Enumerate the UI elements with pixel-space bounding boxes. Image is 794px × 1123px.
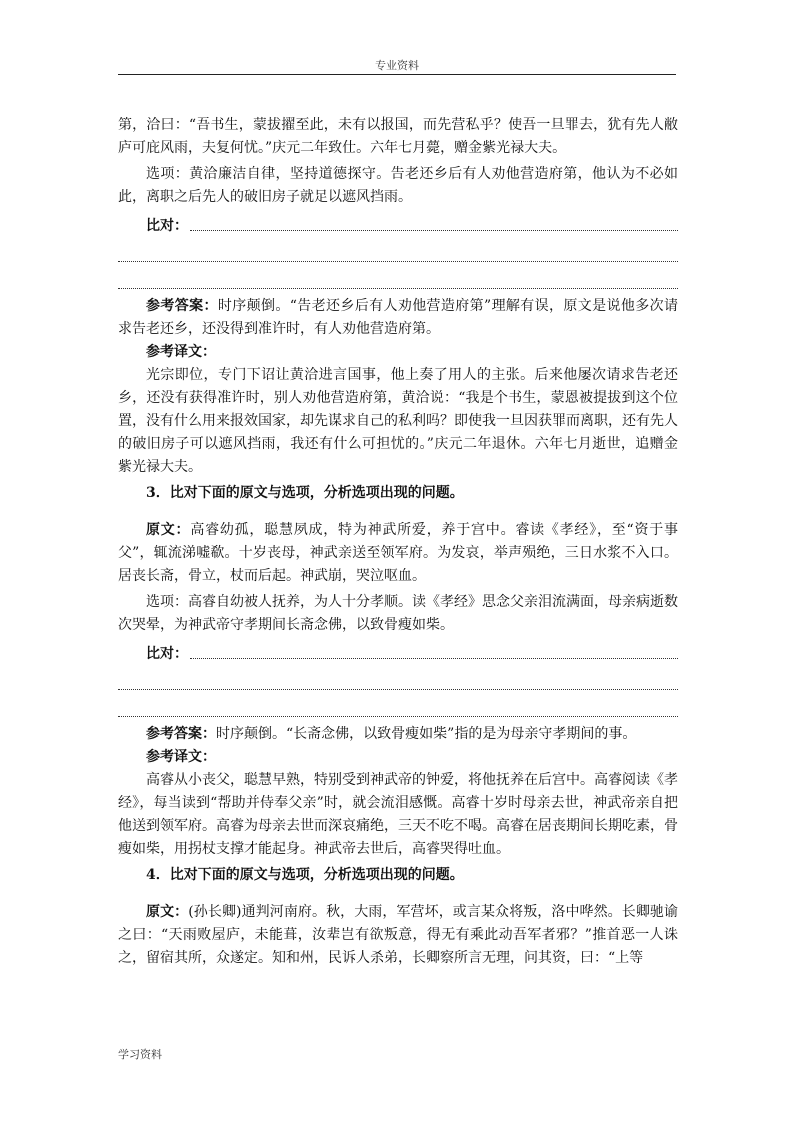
answer-label: 参考答案： <box>146 726 216 742</box>
answer-text: 时序颠倒。“长斋念佛，以致骨瘦如柴”指的是为母亲守孝期间的事。 <box>216 726 637 742</box>
block1-answer <box>118 295 678 341</box>
answer-text: 时序颠倒。“告老还乡后有人劝他营造府第”理解有误，原文是说他多次请求告老还乡，还没得到准许时，有人劝他营造府第。 <box>118 298 678 337</box>
question-3-title: 3．比对下面的原文与选项，分析选项出现的问题。 <box>146 485 464 501</box>
page-footer: 学习资料 <box>118 1048 162 1061</box>
original-text: (孙长卿)通判河南府。秋，大雨，军营坏，或言某众将叛，洛中哗然。长卿驰谕之曰：“天雨败屋庐，未能葺，汝辈岂有欲叛意，得无有乘此动吾军者邪？”推首恶一人诛之，留宿其所，众遂定。知和州，民诉人杀弟，长卿察所言无理，问其资，曰：“上等 <box>118 904 679 966</box>
original-text: 高睿幼孤，聪慧夙成，特为神武所爱，养于宫中。睿读《孝经》，至“资于事父”，辄流涕嘘欷。十岁丧母，神武亲送至领军府。为发哀，举声殒绝，三日水浆不入口。居丧长斋，骨立，杖而后起。神武崩，哭泣呕血。 <box>118 522 679 584</box>
block1-translation: 光宗即位，专门下诏让黄洽进言国事，他上奏了用人的主张。后来他屡次请求告老还乡，还没有获得准许时，别人劝他营造府第，黄洽说：“我是个书生，蒙恩被提拔到这个位置，没有什么用来报效国家，却先谋求自己的私利吗？即使我一旦因获罪而离职，还有先人的破旧房子可以遮风挡雨，我还有什么可担忧的。”庆元二年退休。六年七月逝世，追赠金紫光禄大夫。 <box>118 367 678 475</box>
answer-blank[interactable] <box>190 657 678 659</box>
option-label: 选项： <box>146 594 188 610</box>
document-body <box>118 114 678 970</box>
block3-answer <box>118 723 678 746</box>
original-label: 原文： <box>146 904 189 920</box>
page-header: 专业资料 <box>375 59 419 72</box>
header-rule <box>118 74 676 75</box>
block1-compare-line[interactable] <box>118 209 678 235</box>
option-text: 黄洽廉洁自律，坚持道德探守。告老还乡后有人劝他营造府第，他认为不必如此，离职之后先人的破旧房子就足以遮风挡雨。 <box>118 166 679 205</box>
original-label: 原文： <box>146 522 191 538</box>
block1-original-continued: 第，洽曰：“吾书生，蒙拔擢至此，未有以报国，而先营私乎？使吾一旦罪去，犹有先人敝庐可庇风雨，夫复何忧。”庆元二年致仕。六年七月薨，赠金紫光禄大夫。 <box>118 117 678 156</box>
compare-label: 比对： <box>146 218 188 234</box>
block3-option <box>118 591 678 637</box>
answer-blank-line[interactable] <box>118 235 678 262</box>
question-4-title: 4．比对下面的原文与选项，分析选项出现的问题。 <box>146 867 464 883</box>
answer-blank-line[interactable] <box>118 690 678 717</box>
answer-label: 参考答案： <box>146 298 218 314</box>
block3-original <box>118 519 678 588</box>
answer-blank-line[interactable] <box>118 262 678 289</box>
block3-translation-label: 参考译文： <box>146 749 216 765</box>
answer-blank[interactable] <box>190 229 678 231</box>
block3-compare-line[interactable] <box>118 637 678 663</box>
answer-blank-line[interactable] <box>118 663 678 690</box>
block3-translation: 高睿从小丧父，聪慧早熟，特别受到神武帝的钟爱，将他抚养在后宫中。高睿阅读《孝经》，每当读到“帮助并侍奉父亲”时，就会流泪感慨。高睿十岁时母亲去世，神武帝亲自把他送到领军府。高睿为母亲去世而深哀痛绝，三天不吃不喝。高睿在居丧期间长期吃素，骨瘦如柴，用拐杖支撑才能起身。神武帝去世后，高睿哭得吐血。 <box>118 772 678 857</box>
compare-label: 比对： <box>146 646 188 662</box>
option-text: 高睿自幼被人抚养，为人十分孝顺。读《孝经》思念父亲泪流满面，母亲病逝数次哭晕，为神武帝守孝期间长斋念佛，以致骨瘦如柴。 <box>118 594 678 633</box>
block1-translation-label: 参考译文： <box>146 344 216 360</box>
block1-option <box>118 163 678 209</box>
block4-original <box>118 901 678 970</box>
option-label: 选项： <box>146 166 190 182</box>
